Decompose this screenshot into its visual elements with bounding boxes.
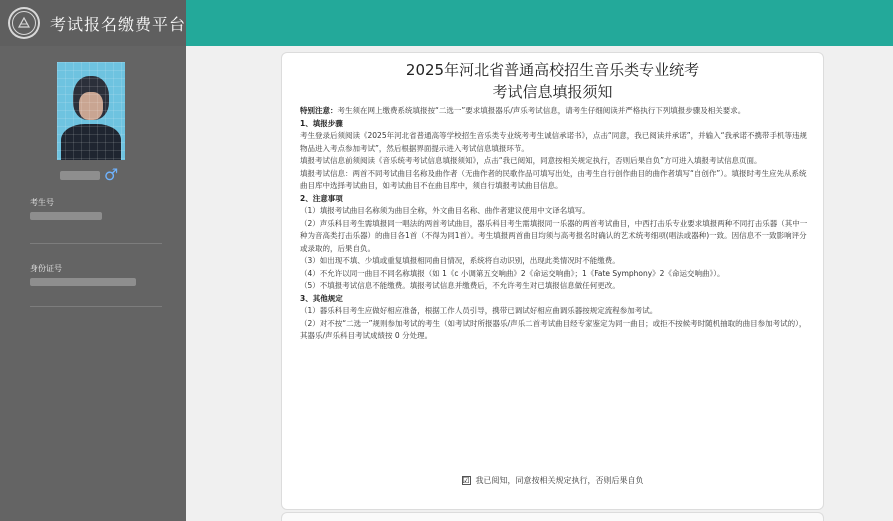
notice-paragraph: 填报考试信息前须阅读《音乐统考考试信息填报须知》，点击“我已阅知，同意按相关规定执行，否则后果自负”方可进入填报考试信息页面。: [300, 156, 762, 165]
special-note: 特别注意：考生须在网上缴费系统填报按“二选一”要求填报器乐/声乐考试信息，请考生仔细阅读并严格执行下列填报步骤及相关要求。: [300, 106, 746, 115]
notice-paragraph: （2）声乐科目考生需填报同一唱法的两首考试曲目，器乐科目考生需填报同一乐器的两首考试曲目，中西打击乐专业要求填报两种不同打击乐器（其中一种为音高类打击乐器）的曲目各1首（不得为同1首）。考生填报两首曲目均须与高考报名时确认的艺术统考细项(唱法或器种)一致。因信息不一致影响评分或录取的，后果自负。: [300, 218, 808, 253]
id-card-redacted: [30, 278, 136, 286]
notice-paragraph: （1）器乐科目考生应做好相应准备，根据工作人员引导，携带已调试好相应曲调乐器按规定流程参加考试。: [300, 306, 658, 315]
emblem-logo-icon: [8, 7, 40, 39]
student-id-label: 考生号: [30, 198, 54, 207]
notice-paragraph: 填报考试信息：两首不同考试曲目名称及曲作者（无曲作者的民歌作品可填写出处，由考生自行创作曲目的曲作者填写“自创作”）。填报时考生应先从系统曲目库中选择考试曲目，如考试曲目不在曲目库中，须自行填报考试曲目信息。: [300, 168, 807, 190]
student-name-redacted: [60, 171, 100, 180]
section-heading: 1、填报步骤: [300, 118, 343, 128]
sidebar-divider: [30, 306, 162, 307]
top-header: [0, 0, 893, 46]
notice-content: [300, 105, 808, 343]
male-gender-icon: ♂: [104, 165, 119, 184]
notice-title: 2025年河北省普通高校招生音乐类专业统考: [405, 61, 700, 79]
sidebar: [0, 46, 186, 521]
notice-paragraph: （3）如出现不填、少填或重复填报相同曲目情况，系统将自动识别，出现此类情况时不能缴费。: [300, 256, 620, 265]
student-id-redacted: [30, 212, 102, 220]
notice-paragraph: （4）不允许以同一曲目不同名称填报（如 1《c 小调第五交响曲》2《命运交响曲》；1《Fate Symphony》2《命运交响曲》）。: [300, 268, 725, 278]
id-card-label: 身份证号: [30, 264, 62, 273]
student-name-row: [60, 167, 118, 183]
section-heading: 2、注意事项: [300, 193, 343, 203]
notice-subtitle: 考试信息填报须知: [492, 83, 613, 101]
avatar: [57, 62, 125, 160]
section-heading: 3、其他规定: [300, 293, 343, 303]
sidebar-divider: [30, 243, 162, 244]
agree-label[interactable]: 我已阅知，同意按相关规定执行，否则后果自负: [475, 476, 644, 485]
notice-paragraph: （2）对不按“二选一”规则参加考试的考生（如考试时所报器乐/声乐二首考试曲目经专家鉴定为同一曲目；或拒不按候考时随机抽取的曲目参加考试的），其器乐/声乐科目考试成绩按 0 分处理。: [300, 318, 807, 340]
notice-paragraph: 考生登录后须阅读《2025年河北省普通高等学校招生音乐类专业统考考生诚信承诺书》，点击“同意，我已阅读并承诺”，并输入“我承诺不携带手机等违规物品进入考点参加考试”，然后根据界面提示进入考试信息填报环节。: [300, 131, 807, 153]
notice-card: [281, 52, 824, 510]
notice-paragraph: （5）不填报考试信息不能缴费。填报考试信息并缴费后，不允许考生对已填报信息做任何更改。: [300, 281, 620, 290]
brand-area: [0, 0, 186, 46]
next-card-edge: [281, 512, 824, 521]
notice-paragraph: （1）填报考试曲目名称须为曲目全称，外文曲目名称、曲作者建议使用中文译名填写。: [300, 206, 590, 215]
app-title: 考试报名缴费平台: [49, 14, 186, 34]
agree-checkbox[interactable]: ☑: [462, 475, 470, 485]
agree-row[interactable]: [282, 475, 823, 486]
